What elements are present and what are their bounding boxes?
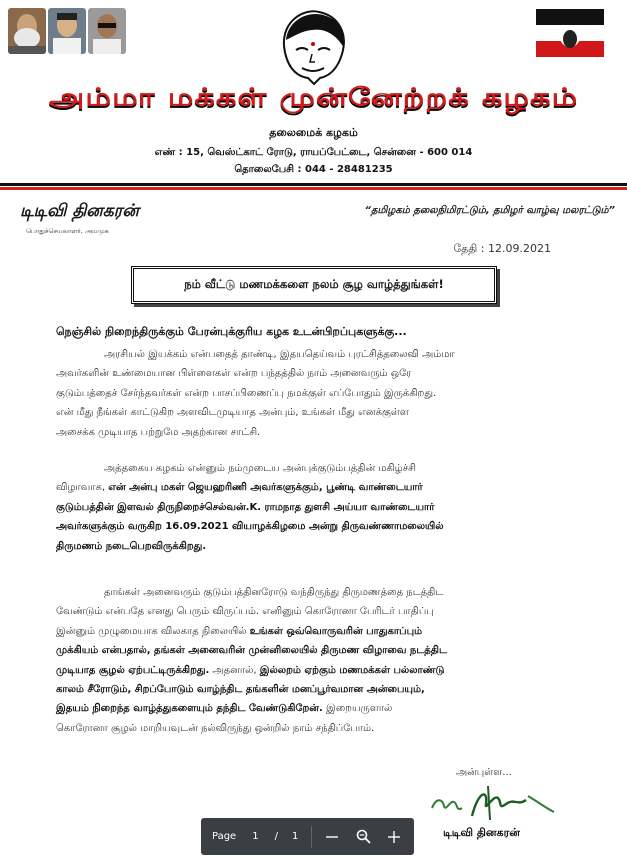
paragraph-line: குடும்பத்தைச் சேர்ந்தவர்கள் என்ற பாசப்பிணைப்பு நமக்குள் எப்போதும் இருக்கிறது.	[56, 387, 437, 399]
minus-icon	[325, 830, 339, 844]
bold-text: இதயம் நிறைந்த வாழ்த்துகளையும் தந்திட வேண்டுகிறேன்.	[56, 703, 323, 715]
leader-face-illustration	[274, 6, 352, 86]
phone-number: தொலைபேசி : 044 - 28481235	[234, 164, 393, 175]
bold-text: அவர்களுக்கும் வருகிற 16.09.2021 வியாழக்கிழமை அன்று திருவண்ணாமலையில்	[56, 521, 444, 533]
text-run: இன்னும் முழுமையாக விலகாத நிலையில்	[56, 625, 250, 637]
address: எண் : 15, வெஸ்ட்காட் ரோடு, ராயப்பேட்டை, சென்னை - 600 014	[154, 147, 473, 158]
party-flag	[536, 9, 604, 57]
paragraph-3	[56, 583, 447, 738]
current-page-input[interactable]: 1	[252, 831, 259, 842]
paragraph-1	[56, 345, 455, 442]
text-run: விழாவாக,	[56, 482, 109, 494]
signature-name: டிடிவி தினகரன்	[443, 826, 520, 839]
page-label: Page	[212, 831, 237, 842]
page-separator: /	[274, 831, 278, 842]
header-rule-black	[0, 183, 627, 186]
paragraph-line	[56, 498, 444, 517]
bold-text: என் அன்பு மகள் ஜெயஹரிணி அவர்களுக்கும், பூண்டி வாண்டையார்	[108, 482, 423, 494]
total-pages: 1	[291, 831, 299, 842]
bold-text: முக்கியம் என்பதால், தங்கள் அனைவரின் முன்னிலையில் திருமண விழாவை நடத்திட	[56, 645, 447, 657]
leader-portrait-2	[48, 8, 86, 54]
paragraph-line	[56, 622, 447, 641]
paragraph-line: அத்தகைய கழகம் என்னும் நம்முடைய அன்புக்குடும்பத்தின் மகிழ்ச்சி	[104, 463, 417, 474]
paragraph-line: அசைக்க முடியாத பற்றுமே அதற்கான சாட்சி.	[56, 426, 261, 438]
paragraph-line: என் மீது நீங்கள் காட்டுகிற அளவிடமுடியாத அன்பும், உங்கள் மீது எனக்குள்ள	[56, 407, 409, 419]
bold-text: திருமணம் நடைபெறவிருக்கிறது.	[56, 540, 207, 552]
header-rule-red	[0, 187, 627, 190]
paragraph-line	[56, 517, 444, 536]
bold-text: காலம் சீரோடும், சிறப்போடும் வாழ்ந்திட தங்களின் மனப்பூர்வமான அன்பையும்,	[56, 684, 425, 696]
paragraph-line: தாங்கள் அனைவரும் குடும்பத்தினரோடு வந்திருந்து திருமணத்தை நடத்திட	[104, 587, 444, 598]
text-run: இறையருளால்	[322, 703, 393, 715]
pdf-toolbar	[201, 818, 414, 855]
bold-text: உங்கள் ஒவ்வொருவரின் பாதுகாப்பும்	[249, 625, 423, 637]
text-run: அதனால்,	[209, 664, 260, 676]
greeting: நெஞ்சில் நிறைந்திருக்கும் பேரன்புக்குரிய கழக உடன்பிறப்புகளுக்கு...	[56, 325, 407, 338]
leader-name: டிடிவி தினகரன்	[20, 201, 139, 221]
paragraph-line	[56, 661, 447, 680]
bold-text: குடும்பத்தின் இளவல் திருநிறைச்செல்வன்.K. ராமநாத துளசி அய்யா வாண்டையார்	[56, 501, 435, 513]
zoom-out-button[interactable]	[321, 826, 343, 848]
toolbar-divider	[311, 826, 312, 848]
bold-text: இல்லறம் ஏற்கும் மணமக்கள் பல்லாண்டு	[259, 664, 445, 676]
paragraph-line	[56, 537, 444, 556]
leader-portrait-1	[8, 8, 46, 54]
paragraph-line: அரசியல் இயக்கம் என்பதைத் தாண்டி, இதயதெய்வம் புரட்சித்தலைவி அம்மா	[104, 349, 455, 360]
letter-title: நம் வீட்டு மணமக்களை நலம் சூழ வாழ்த்துங்கள்!	[184, 277, 444, 291]
party-name: அம்மா மக்கள் முன்னேற்றக் கழகம்	[48, 82, 579, 112]
headquarters-label: தலைமைக் கழகம்	[269, 126, 358, 139]
closing: அன்புள்ள...	[456, 767, 512, 778]
leader-title: பொதுச்செயலாளர், அமமுக	[26, 227, 109, 235]
slogan: “தமிழகம் தலைநிமிரட்டும், தமிழர் வாழ்வு மலரட்டும்”	[364, 205, 615, 216]
letter-title-box	[131, 266, 497, 304]
paragraph-line: வேண்டும் என்பதே எனது பெரும் விருப்பம். எனினும் கொரோனா பேரிடர் பாதிப்பு	[56, 606, 434, 618]
paragraph-line	[56, 699, 447, 718]
plus-icon	[387, 830, 401, 844]
paragraph-line	[56, 641, 447, 660]
fit-zoom-button[interactable]	[352, 826, 374, 848]
paragraph-line	[56, 680, 447, 699]
paragraph-line: கொரோனா சூழல் மாறியவுடன் நல்விருந்து ஒன்றில் நாம் சந்திப்போம்.	[56, 722, 375, 734]
zoom-in-button[interactable]	[383, 826, 405, 848]
signature-image	[428, 782, 558, 824]
leader-portrait-3	[88, 8, 126, 54]
magnifier-icon	[356, 829, 371, 844]
paragraph-line	[56, 478, 444, 497]
bold-text: முடியாத சூழல் ஏற்பட்டிருக்கிறது.	[56, 664, 210, 676]
paragraph-2	[56, 459, 444, 556]
letter-date: தேதி : 12.09.2021	[453, 242, 551, 255]
paragraph-line: அவர்களின் உண்மையான பிள்ளைகள் என்ற பந்தத்தில் நாம் அனைவரும் ஒரே	[56, 368, 412, 380]
